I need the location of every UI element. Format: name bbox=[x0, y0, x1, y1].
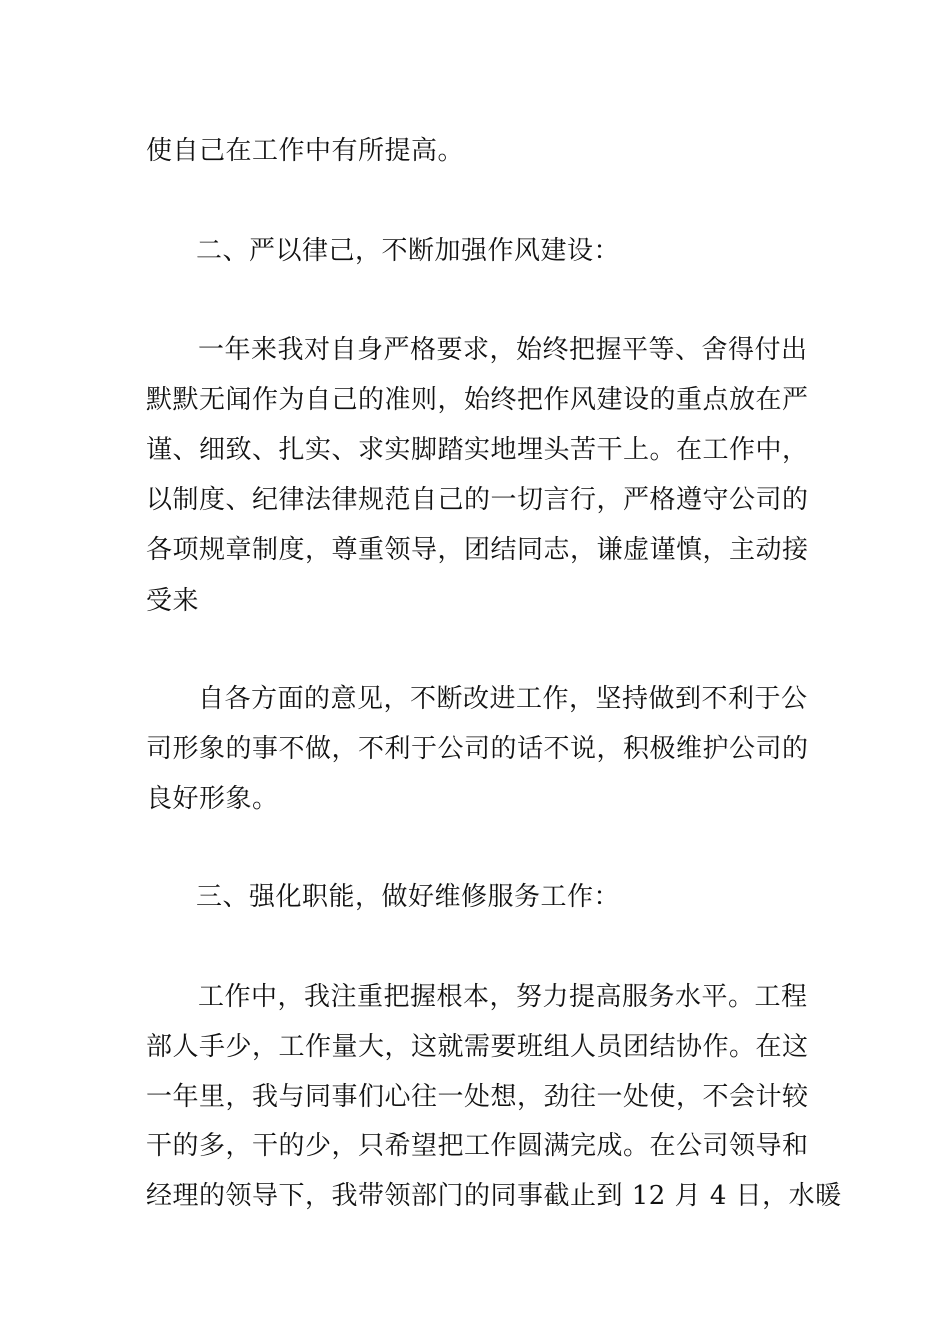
paragraph-line: 干的多，干的少，只希望把工作圆满完成。在公司领导和 bbox=[146, 1131, 809, 1161]
paragraph-line: 良好形象。 bbox=[146, 784, 279, 814]
paragraph-line: 司形象的事不做，不利于公司的话不说，积极维护公司的 bbox=[146, 734, 809, 764]
paragraph-line: 一年来我对自身严格要求，始终把握平等、舍得付出 bbox=[198, 335, 808, 365]
paragraph-line: 一年里，我与同事们心往一处想，劲往一处使，不会计较 bbox=[146, 1082, 809, 1112]
paragraph-line: 以制度、纪律法律规范自己的一切言行，严格遵守公司的 bbox=[146, 485, 809, 515]
paragraph-line: 默默无闻作为自己的准则，始终把作风建设的重点放在严 bbox=[146, 385, 809, 415]
paragraph-line: 谨、细致、扎实、求实脚踏实地埋头苦干上。在工作中， bbox=[146, 435, 809, 465]
paragraph-line: 工作中，我注重把握根本，努力提高服务水平。工程 bbox=[198, 982, 808, 1012]
paragraph-line: 受来 bbox=[146, 586, 200, 616]
section-heading-3: 三、强化职能，做好维修服务工作： bbox=[196, 882, 621, 912]
paragraph-line: 自各方面的意见，不断改进工作，坚持做到不利于公 bbox=[198, 684, 808, 714]
paragraph-line: 部人手少，工作量大，这就需要班组人员团结协作。在这 bbox=[146, 1032, 809, 1062]
paragraph-line: 使自己在工作中有所提高。 bbox=[146, 136, 465, 166]
paragraph-line: 经理的领导下，我带领部门的同事截止到 12 月 4 日，水暖 bbox=[146, 1181, 842, 1211]
section-heading-2: 二、严以律己，不断加强作风建设： bbox=[196, 236, 621, 266]
paragraph-line: 各项规章制度，尊重领导，团结同志，谦虚谨慎，主动接 bbox=[146, 535, 809, 565]
